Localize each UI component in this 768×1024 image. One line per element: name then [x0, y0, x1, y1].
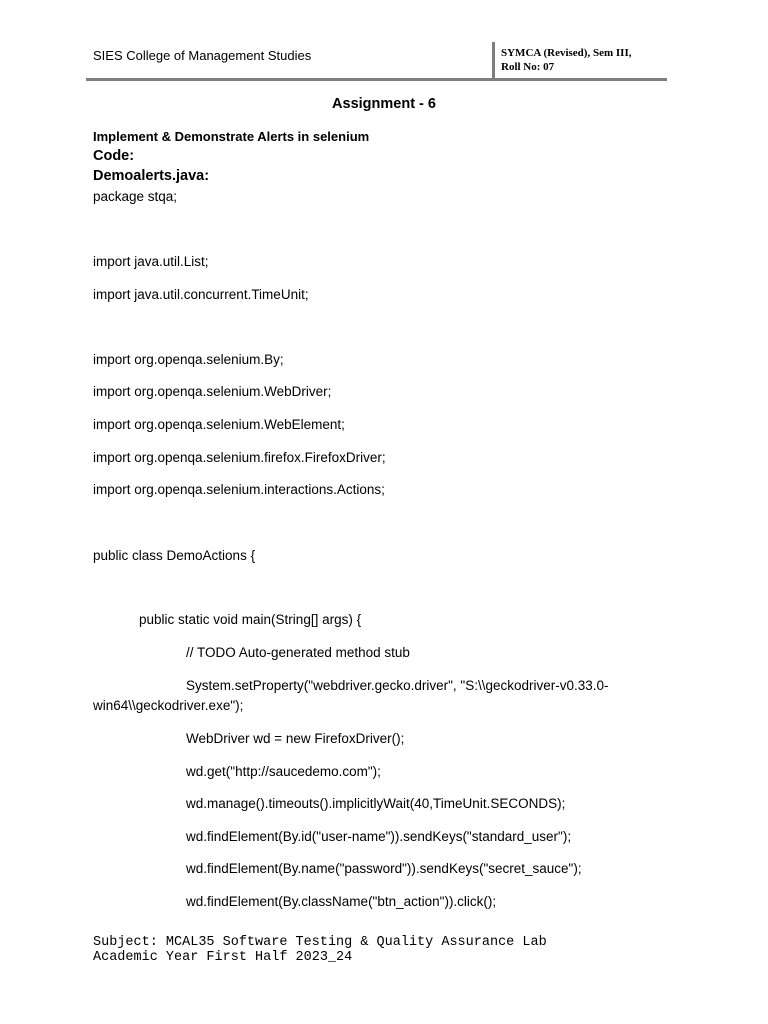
page-header — [86, 42, 667, 81]
code-line-package: package stqa; — [93, 189, 178, 204]
code-line-statement: wd.findElement(By.id("user-name")).sendKeys("standard_user"); — [186, 829, 572, 844]
code-line-statement: wd.findElement(By.className("btn_action")).click(); — [186, 894, 497, 909]
code-line-statement: wd.get("http://saucedemo.com"); — [186, 764, 381, 779]
course-label: SYMCA (Revised), Sem III, — [501, 47, 632, 59]
code-line-statement: WebDriver wd = new FirefoxDriver(); — [186, 731, 405, 746]
footer-subject: Subject: MCAL35 Software Testing & Quality Assurance Lab — [93, 935, 547, 950]
code-line-import: import org.openqa.selenium.By; — [93, 352, 284, 367]
code-line-main: public static void main(String[] args) { — [139, 612, 362, 627]
college-name: SIES College of Management Studies — [93, 48, 312, 63]
code-line-statement: wd.manage().timeouts().implicitlyWait(40,TimeUnit.SECONDS); — [186, 796, 566, 811]
task-description: Implement & Demonstrate Alerts in selenium — [93, 129, 370, 144]
code-line-comment: // TODO Auto-generated method stub — [186, 645, 410, 660]
code-line-statement: System.setProperty("webdriver.gecko.driver", "S:\\geckodriver-v0.33.0- — [186, 678, 609, 693]
file-heading: Demoalerts.java: — [93, 168, 210, 184]
page-footer — [93, 935, 547, 965]
code-line-statement: wd.findElement(By.name("password")).sendKeys("secret_sauce"); — [186, 861, 582, 876]
code-heading: Code: — [93, 148, 135, 164]
assignment-title: Assignment - 6 — [332, 96, 436, 112]
code-line-import: import org.openqa.selenium.firefox.FirefoxDriver; — [93, 450, 386, 465]
code-line-import: import java.util.List; — [93, 254, 209, 269]
code-line-statement-wrap: win64\\geckodriver.exe"); — [93, 698, 244, 713]
code-line-import: import org.openqa.selenium.WebElement; — [93, 417, 345, 432]
code-line-class: public class DemoActions { — [93, 548, 256, 563]
code-line-import: import java.util.concurrent.TimeUnit; — [93, 287, 309, 302]
code-line-import: import org.openqa.selenium.WebDriver; — [93, 384, 332, 399]
roll-number: Roll No: 07 — [501, 61, 555, 73]
code-line-import: import org.openqa.selenium.interactions.Actions; — [93, 482, 385, 497]
footer-year: Academic Year First Half 2023_24 — [93, 950, 353, 965]
course-info — [501, 46, 631, 74]
header-divider — [492, 42, 495, 78]
